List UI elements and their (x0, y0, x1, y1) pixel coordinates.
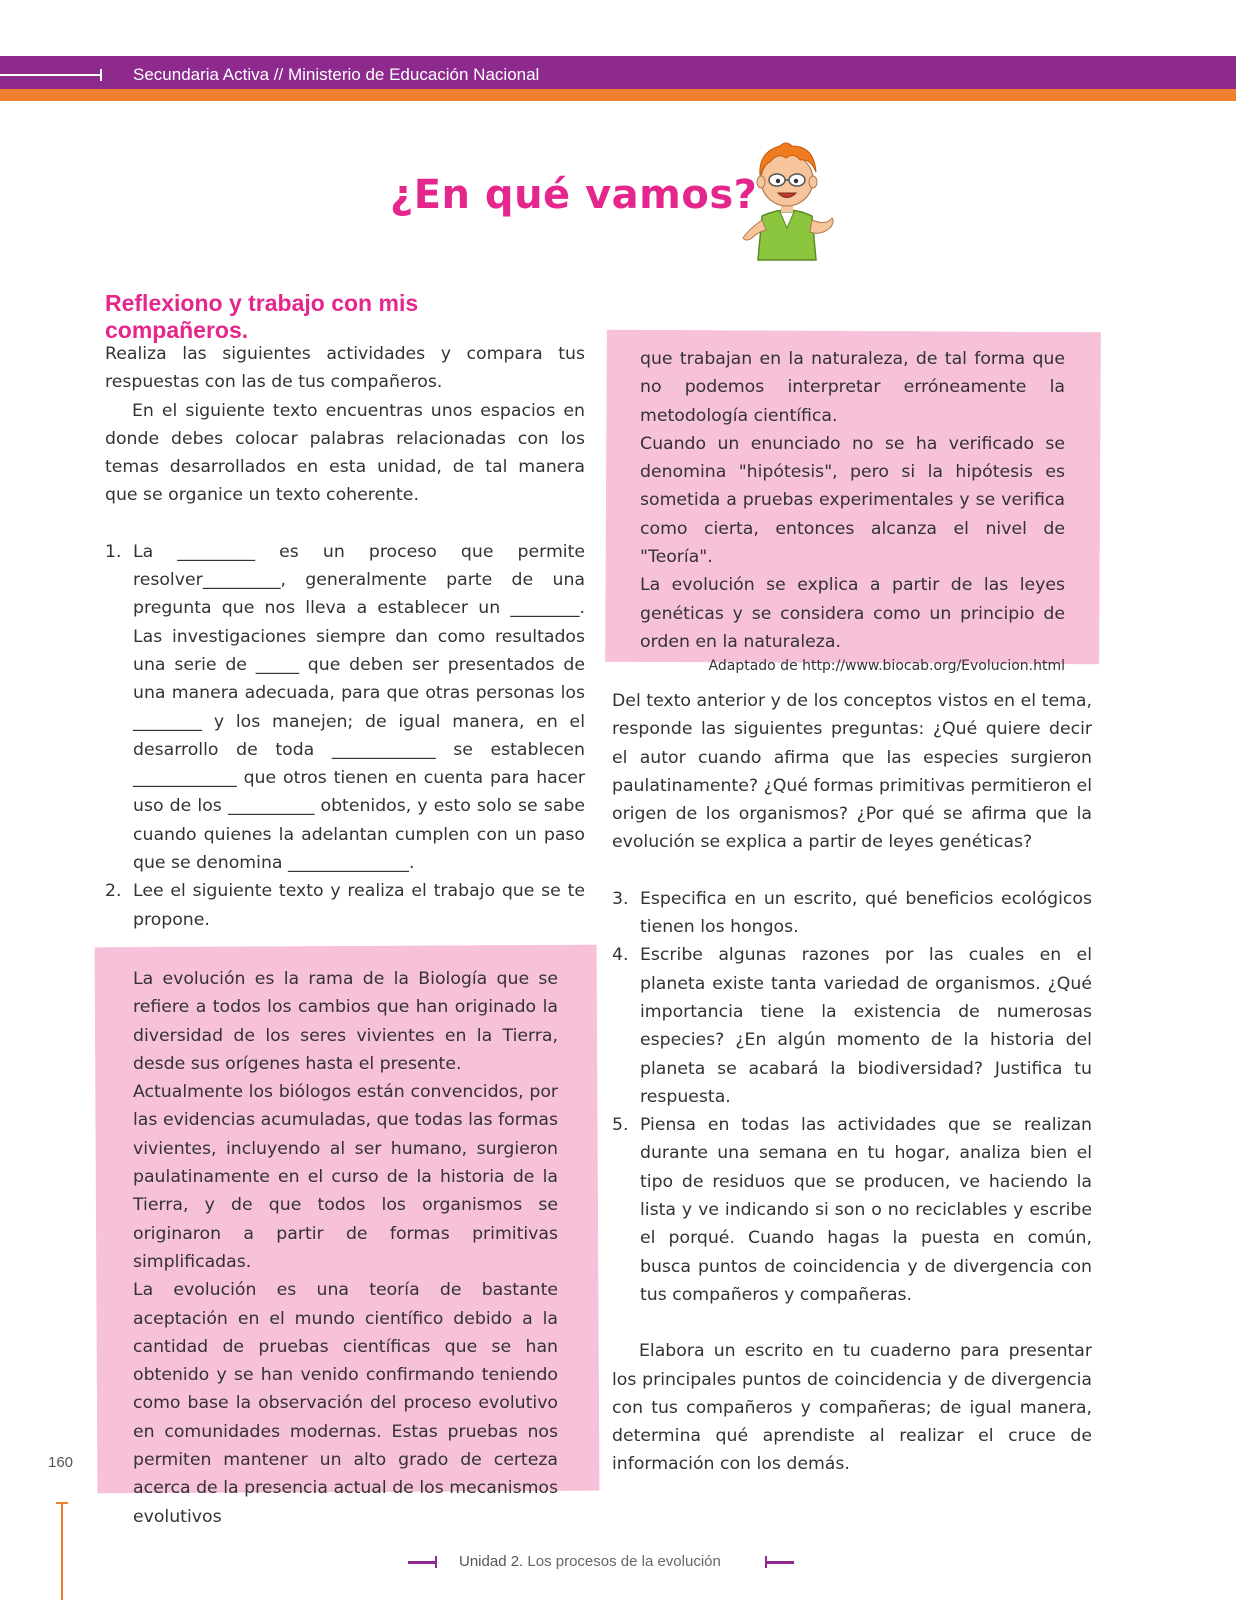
item-number: 3. (612, 888, 629, 909)
mascot-illustration (740, 138, 835, 263)
reading-text-right (640, 345, 1065, 676)
activity-list (105, 538, 585, 934)
header-rule (0, 74, 100, 76)
footer-rule-left-tick (435, 1556, 437, 1568)
closing-paragraph: Elabora un escrito en tu cuaderno para presentar los principales puntos de coincidencia y de divergencia con tus compañeros y compañeras; de igual manera, determina qué aprendiste al realizar el cruce de información con los demás. (612, 1341, 1092, 1475)
header-rule-tick (100, 69, 102, 81)
footer-rule-right (766, 1561, 794, 1564)
item-number: 5. (612, 1115, 629, 1136)
footer-title: Los procesos de la evolución (527, 1553, 721, 1570)
item-text: Escribe algunas razones por las cuales en el planeta existe tanta variedad de organismos. ¿Qué importancia tiene la existencia de numerosas especies? ¿En algún momento de la historia del planeta se acabará la biodiversidad? Justifica tu respuesta. (640, 945, 1092, 1107)
instructions-paragraph: En el siguiente texto encuentras unos espacios en donde debes colocar palabras relacionadas con los temas desarrollados en esta unidad, de tal manera que se organice un texto coherente. (105, 400, 585, 506)
left-column (105, 340, 585, 934)
list-item (105, 538, 585, 878)
item-text: Lee el siguiente texto y realiza el trabajo que se te propone. (133, 881, 585, 930)
footer (459, 1553, 721, 1570)
reading-paragraph: La evolución se explica a partir de las leyes genéticas y se considera como un principio de orden en la naturaleza. (640, 575, 1065, 652)
reading-paragraph: que trabajan en la naturaleza, de tal forma que no podemos interpretar erróneamente la metodología científica. (640, 349, 1065, 426)
item-number: 1. (105, 541, 122, 562)
footer-unit: Unidad 2. (459, 1553, 524, 1570)
list-item (612, 1111, 1092, 1309)
item-text: Especifica en un escrito, qué beneficios ecológicos tienen los hongos. (640, 888, 1092, 938)
item-text: Piensa en todas las actividades que se realizan durante una semana en tu hogar, analiza bien el tipo de residuos que se producen, ve haciendo la lista y ve indicando si son o no reciclables y escribe el porqué. Cuando hagas la puesta en común, busca puntos de coincidencia y de divergencia con tus compañeros y compañeras. (640, 1115, 1092, 1305)
item-number: 4. (612, 945, 629, 966)
reading-paragraph: Cuando un enunciado no se ha verificado se denomina "hipótesis", pero si la hipótesis es sometida a pruebas experimentales y se verifica como cierta, entonces alcanza el nivel de "Teoría". (640, 433, 1065, 568)
right-column (612, 687, 1092, 1479)
margin-rule (61, 1502, 63, 1600)
item-text: La _________ es un proceso que permite resolver_________, generalmente parte de una pregunta que nos lleva a establecer un ________. Las investigaciones siempre dan como resultados una serie de _____ que deben ser presentados de una manera adecuada, para que otras personas los ________ y los manejen; de igual manera, en el desarrollo de toda ____________ se establecen ____________ que otros tienen en cuenta para hacer uso de los __________ obtenidos, y esto solo se sabe cuando quienes la adelantan cumplen con un paso que se denomina ______________. (133, 541, 585, 874)
list-item (612, 941, 1092, 1111)
section-title: Reflexiono y trabajo con mis compañeros. (105, 290, 419, 343)
questions-paragraph: Del texto anterior y de los conceptos vistos en el tema, responde las siguientes preguntas: ¿Qué quiere decir el autor cuando afirma que las especies surgieron paulatinamente? ¿Qué formas primitivas permitieron el origen de los organismos? ¿Por qué se afirma que la evolución se explica a partir de leyes genéticas? (612, 691, 1092, 853)
source-citation: Adaptado de http://www.biocab.org/Evolucion.html (708, 658, 1065, 675)
list-item (612, 885, 1092, 942)
item-number: 2. (105, 881, 122, 902)
reading-text-left (133, 965, 558, 1531)
list-item (105, 877, 585, 934)
activity-list-right (612, 885, 1092, 1309)
reading-paragraph: La evolución es la rama de la Biología que se refiere a todos los cambios que han originado la diversidad de los seres vivientes en la Tierra, desde sus orígenes hasta el presente. (133, 969, 558, 1074)
reading-paragraph: La evolución es una teoría de bastante aceptación en el mundo científico debido a la cantidad de pruebas científicas que se han obtenido y se han venido confirmando teniendo como base la observación del proceso evolutivo en comunidades modernas. Estas pruebas nos permiten mantener un alto grado de certeza acerca de la presencia actual de los mecanismos evolutivos (133, 1280, 558, 1527)
page-title: ¿En qué vamos? (390, 172, 758, 218)
header-accent-stripe (0, 89, 1236, 101)
page-number: 160 (48, 1454, 74, 1471)
intro-paragraph: Realiza las siguientes actividades y compara tus respuestas con las de tus compañeros. (105, 344, 585, 393)
header-title: Secundaria Activa // Ministerio de Educación Nacional (133, 65, 540, 84)
reading-paragraph: Actualmente los biólogos están convencidos, por las evidencias acumuladas, que todas las formas vivientes, incluyendo al ser humano, surgieron paulatinamente en el curso de la historia de la Tierra, y de que todos los organismos se originaron a partir de formas primitivas simplificadas. (133, 1082, 558, 1272)
footer-rule-left (408, 1561, 436, 1564)
